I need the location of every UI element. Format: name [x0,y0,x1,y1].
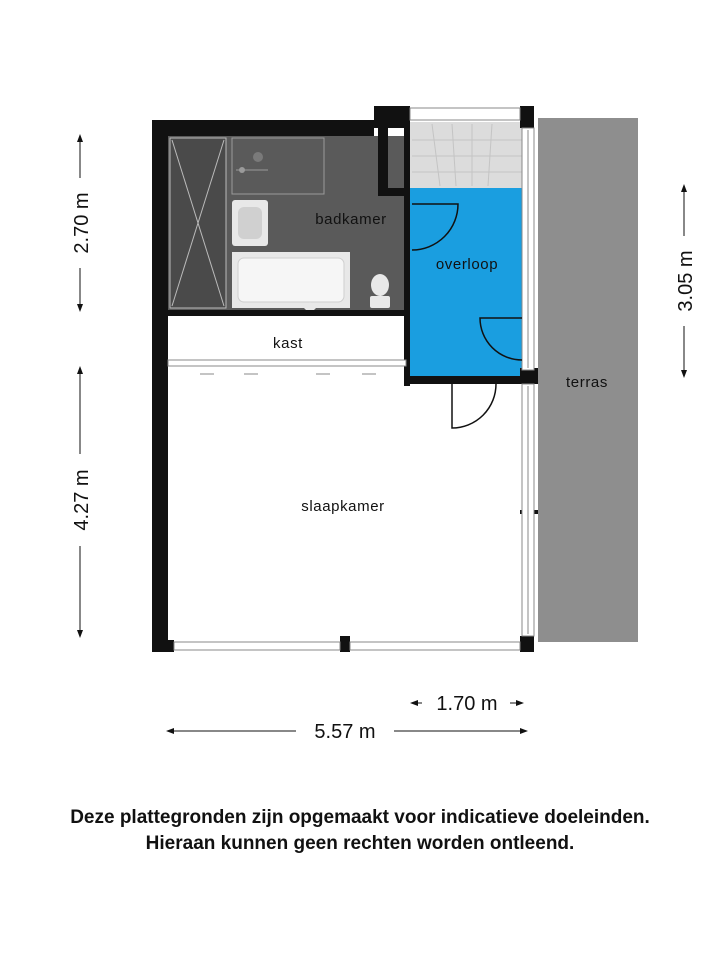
terras-label: terras [566,374,608,391]
dim-left-bottom: 4.27 m [71,469,93,531]
shower [170,138,226,308]
sink [232,200,268,246]
overloop-floor [410,188,524,376]
kast-label: kast [273,335,303,352]
dim-bottom-short: 1.70 m [436,693,498,715]
dim-bottom-long: 5.57 m [314,721,376,743]
disclaimer [0,805,720,857]
bathtub [232,252,350,314]
overloop-label: overloop [435,256,499,273]
disclaimer-line-2: Hieraan kunnen geen rechten worden ontleend. [145,833,575,854]
dim-right: 3.05 m [675,250,697,312]
stair-floor [410,122,524,188]
disclaimer-line-1: Deze plattegronden zijn opgemaakt voor indicatieve doeleinden. [70,807,650,828]
slaapkamer-label: slaapkamer [301,498,385,515]
badkamer-label: badkamer [315,211,387,228]
dim-left-top: 2.70 m [71,192,93,254]
toilet [370,274,390,308]
